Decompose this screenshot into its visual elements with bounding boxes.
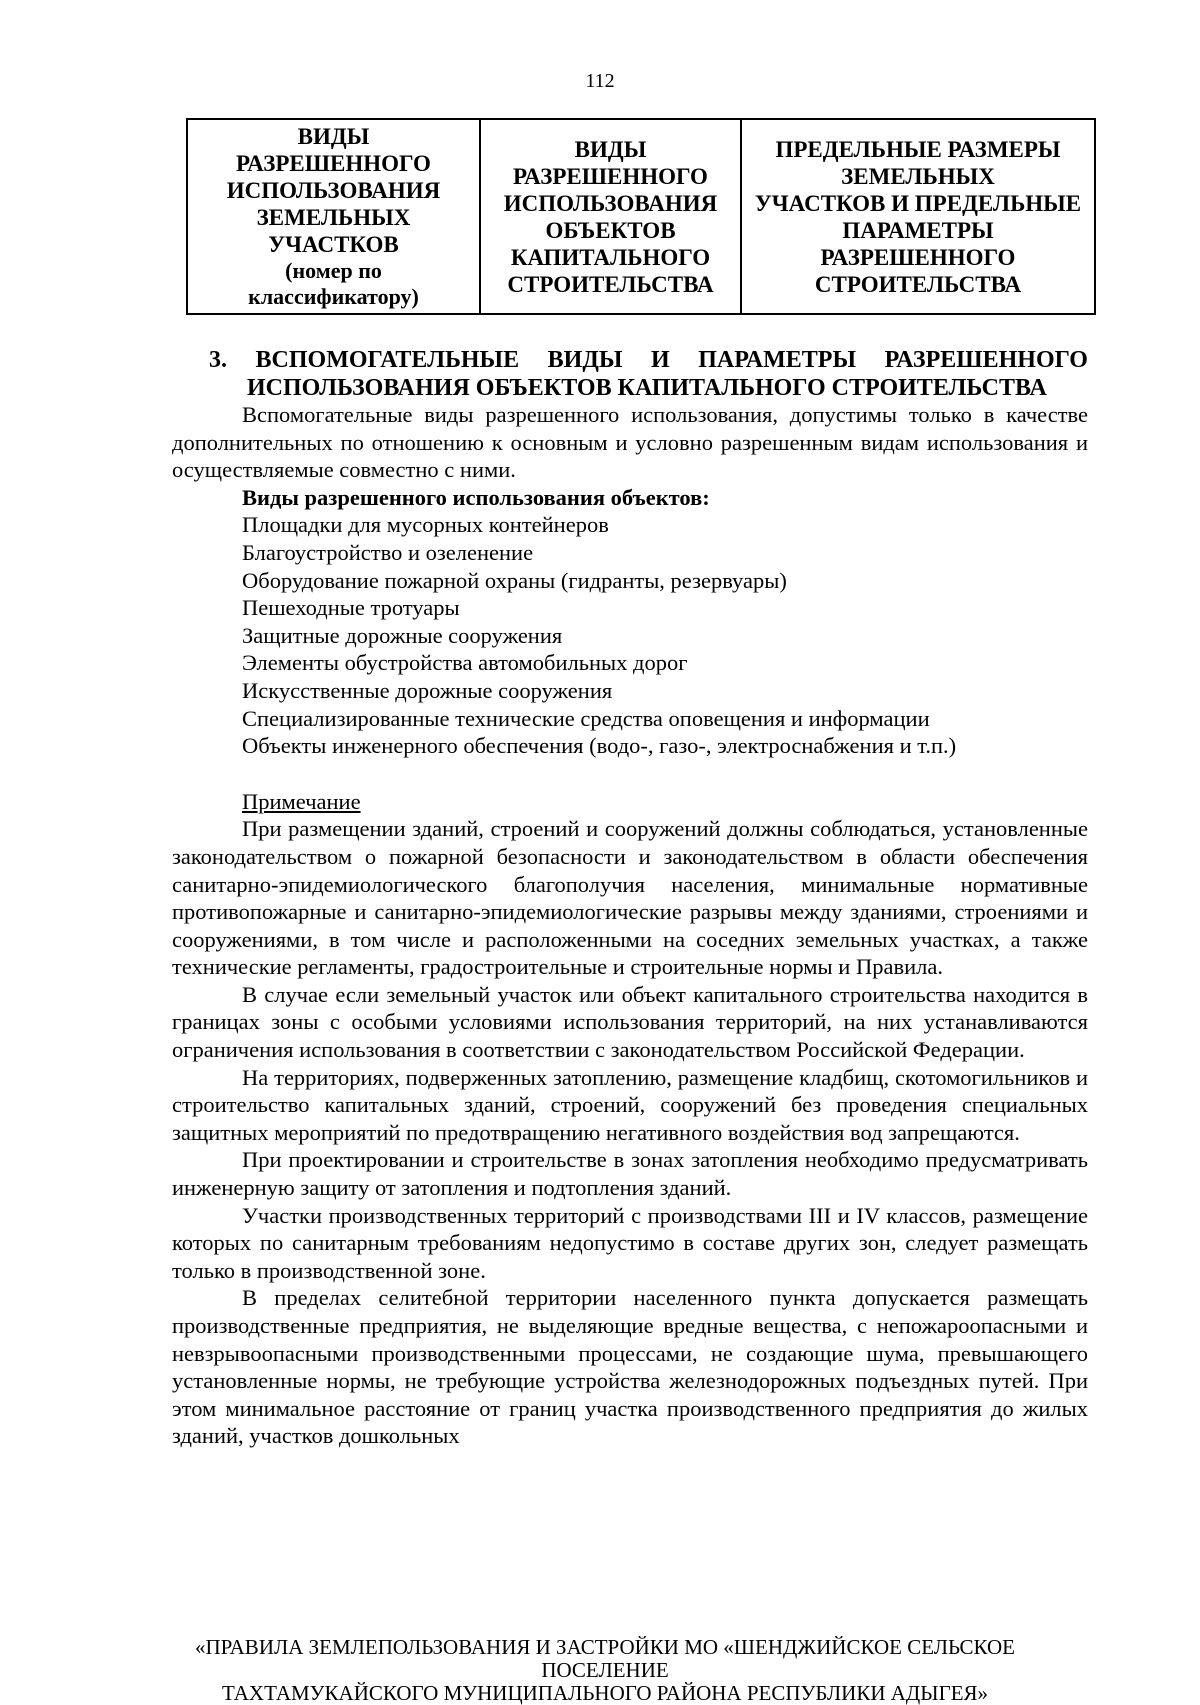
header-cell-line: ЗЕМЕЛЬНЫХ — [256, 205, 411, 230]
page-footer — [140, 1636, 1070, 1705]
header-row — [187, 119, 1095, 314]
footer-line: ТАХТАМУКАЙСКОГО МУНИЦИПАЛЬНОГО РАЙОНА РЕСПУБЛИКИ АДЫГЕЯ» — [221, 1681, 989, 1705]
section-heading-word: И — [650, 347, 670, 373]
list-item: Специализированные технические средства оповещения и информации — [242, 705, 930, 731]
header-cell-line: ПРЕДЕЛЬНЫЕ РАЗМЕРЫ — [775, 136, 1061, 162]
section-heading-word: РАЗРЕШЕННОГО — [884, 347, 1088, 373]
header-cell-line: РАЗРЕШЕННОГО — [820, 244, 1016, 270]
list-item: Площадки для мусорных контейнеров — [242, 512, 609, 538]
section-heading-word: 3. — [209, 347, 227, 373]
header-cell-line: ПАРАМЕТРЫ — [842, 217, 994, 243]
header-cell-line: УЧАСТКОВ И ПРЕДЕЛЬНЫЕ — [754, 190, 1082, 216]
header-cell-line: КАПИТАЛЬНОГО — [510, 244, 711, 270]
note-paragraph: При проектировании и строительстве в зонах затопления необходимо предусматривать инженерную защиту от затопления и подтопления зданий. — [172, 1147, 1088, 1201]
intro-paragraph: Вспомогательные виды разрешенного использования, допустимы только в качестве дополнительных по отношению к основным и условно разрешенным видам использования и осуществляемые совместно с ними. — [172, 402, 1088, 483]
header-cell-line: СТРОИТЕЛЬСТВА — [507, 271, 714, 297]
header-cell-capital-construction-types — [480, 119, 741, 314]
header-cell-line: УЧАСТКОВ — [268, 232, 399, 257]
list-item: Защитные дорожные сооружения — [242, 622, 563, 648]
permitted-uses-list — [172, 511, 1088, 759]
note-paragraph: При размещении зданий, строений и сооружений должны соблюдаться, установленные законодательством о пожарной безопасности и законодательством в области обеспечения санитарно-эпидемиологического благополучия населения, минимальные нормативные противопожарные и санитарно-эпидемиологические разрывы между зданиями, строениями и сооружениями, в том числе и расположенными на соседних земельных участках, а также технические регламенты, градостроительные и строительные нормы и Правила. — [172, 816, 1088, 980]
list-item: Объекты инженерного обеспечения (водо-, газо-, электроснабжения и т.п.) — [242, 733, 957, 759]
section-heading-word: ВИДЫ — [547, 347, 623, 373]
section-heading-line2: ИСПОЛЬЗОВАНИЯ ОБЪЕКТОВ КАПИТАЛЬНОГО СТРОИТЕЛЬСТВА — [247, 375, 1047, 401]
section-heading — [209, 346, 1088, 402]
section-heading-word: ВСПОМОГАТЕЛЬНЫЕ — [255, 347, 520, 373]
footer-line: «ПРАВИЛА ЗЕМЛЕПОЛЬЗОВАНИЯ И ЗАСТРОЙКИ МО «ШЕНДЖИЙСКОЕ СЕЛЬСКОЕ ПОСЕЛЕНИЕ — [194, 1635, 1016, 1682]
header-cell-limit-parameters — [741, 119, 1095, 314]
header-cell-subline: классификатору) — [248, 284, 419, 309]
header-cell-line: ВИДЫ — [297, 124, 370, 149]
header-cell-land-use-types — [187, 119, 480, 314]
header-cell-line: СТРОИТЕЛЬСТВА — [814, 271, 1022, 297]
note-paragraph: В случае если земельный участок или объект капитального строительства находится в границах зоны с особыми условиями использования территорий, на них устанавливаются ограничения использования в соответствии с законодательством Российской Федерации. — [172, 981, 1088, 1063]
header-cell-line: ВИДЫ — [574, 136, 647, 162]
note-paragraph: В пределах селитебной территории населенного пункта допускается размещать производственные предприятия, не выделяющие вредные вещества, с непожароопасными и невзрывоопасными производственными процессами, не создающие шума, превышающего установленные нормы, не требующие устройства железнодорожных подъездных путей. При этом минимальное расстояние от границ участка производственного предприятия до жилых зданий, участков дошкольных — [172, 1285, 1088, 1449]
main-text — [172, 401, 1088, 1450]
header-table — [186, 118, 1096, 315]
list-item: Искусственные дорожные сооружения — [242, 677, 613, 703]
header-cell-line: ИСПОЛЬЗОВАНИЯ — [226, 178, 441, 203]
header-cell-subline: (номер по — [285, 258, 382, 283]
header-cell-line: ОБЪЕКТОВ — [545, 217, 676, 243]
header-cell-line: ЗЕМЕЛЬНЫХ — [841, 163, 995, 189]
list-item: Пешеходные тротуары — [242, 595, 460, 621]
list-item: Элементы обустройства автомобильных дорог — [242, 650, 688, 676]
section-heading-word: ПАРАМЕТРЫ — [698, 347, 857, 373]
list-item: Оборудование пожарной охраны (гидранты, резервуары) — [242, 567, 787, 593]
header-cell-line: РАЗРЕШЕННОГО — [513, 163, 708, 189]
note-title: Примечание — [242, 788, 361, 814]
note-paragraph: Участки производственных территорий с производствами III и IV классов, размещение которых по санитарным требованиям недопустимо в составе других зон, следует размещать только в производственной зоне. — [172, 1202, 1088, 1283]
header-cell-line: ИСПОЛЬЗОВАНИЯ — [503, 190, 718, 216]
header-cell-line: РАЗРЕШЕННОГО — [236, 151, 431, 176]
note-paragraph: На территориях, подверженных затоплению, размещение кладбищ, скотомогильников и строительство капитальных зданий, строений, сооружений без проведения специальных защитных мероприятий по предотвращению негативного воздействия вод запрещаются. — [172, 1064, 1088, 1145]
list-item: Благоустройство и озеленение — [242, 539, 534, 565]
list-title: Виды разрешенного использования объектов: — [242, 484, 710, 510]
section-heading-line1 — [209, 346, 1088, 374]
page-number: 112 — [585, 70, 615, 92]
